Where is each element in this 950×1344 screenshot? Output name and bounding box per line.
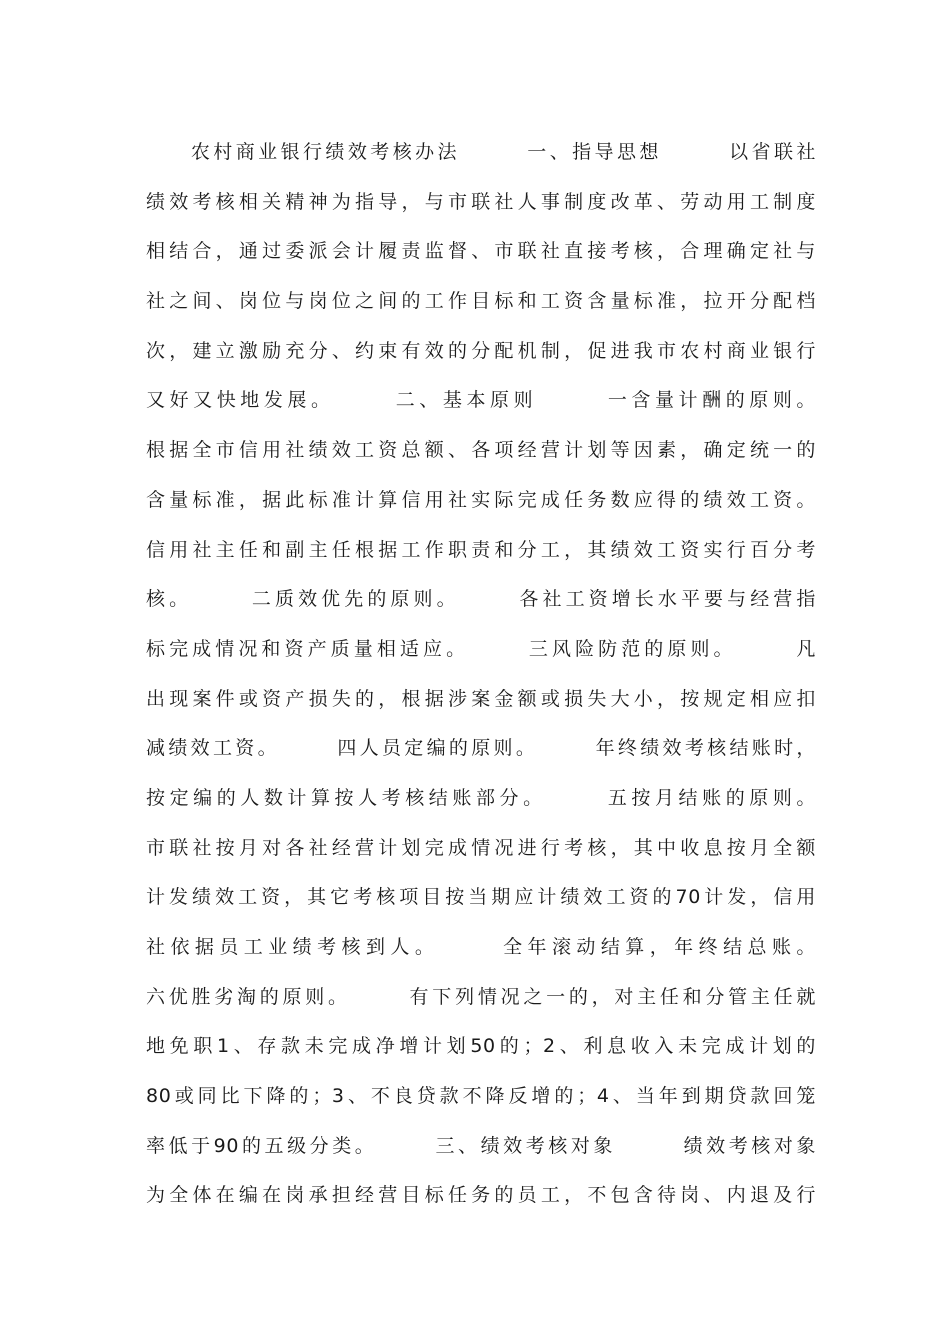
text-line: 减绩效工资。 四人员定编的原则。 年终绩效考核结账时， [146,737,816,760]
body-text [146,128,816,1221]
text-line: 社依据员工业绩考核到人。 全年滚动结算，年终结总账。 [146,936,816,958]
text-line: 信用社主任和副主任根据工作职责和分工，其绩效工资实行百分考 [146,538,816,561]
text-line: 出现案件或资产损失的，根据涉案金额或损失大小，按规定相应扣 [146,687,816,710]
text-line: 标完成情况和资产质量相适应。 三风险防范的原则。 凡 [146,637,816,660]
text-line: 又好又快地发展。 二、基本原则 一含量计酬的原则。 [146,389,816,412]
text-line: 为全体在编在岗承担经营目标任务的员工，不包含待岗、内退及行 [146,1184,816,1207]
text-line: 地免职1、存款未完成净增计划50的；2、利息收入未完成计划的 [146,1035,816,1058]
text-line: 根据全市信用社绩效工资总额、各项经营计划等因素，确定统一的 [146,439,816,462]
text-line: 含量标准，据此标准计算信用社实际完成任务数应得的绩效工资。 [146,488,816,511]
text-line: 六优胜劣淘的原则。 有下列情况之一的，对主任和分管主任就 [146,985,816,1008]
text-line: 市联社按月对各社经营计划完成情况进行考核，其中收息按月全额 [146,836,816,859]
text-line: 绩效考核相关精神为指导，与市联社人事制度改革、劳动用工制度 [146,190,816,213]
text-line: 次，建立激励充分、约束有效的分配机制，促进我市农村商业银行 [146,339,816,362]
text-line: 计发绩效工资，其它考核项目按当期应计绩效工资的70计发，信用 [146,886,816,909]
text-line: 相结合，通过委派会计履责监督、市联社直接考核，合理确定社与 [146,240,816,263]
text-line: 社之间、岗位与岗位之间的工作目标和工资含量标准，拉开分配档 [146,290,816,313]
text-line: 率低于90的五级分类。 三、绩效考核对象 绩效考核对象 [146,1134,816,1157]
text-line: 核。 二质效优先的原则。 各社工资增长水平要与经营指 [146,588,816,611]
text-line: 按定编的人数计算按人考核结账部分。 五按月结账的原则。 [146,786,816,809]
text-line: 80或同比下降的；3、不良贷款不降反增的；4、当年到期贷款回笼 [146,1085,816,1108]
text-line: 农村商业银行绩效考核办法 一、指导思想 以省联社 [146,141,816,163]
